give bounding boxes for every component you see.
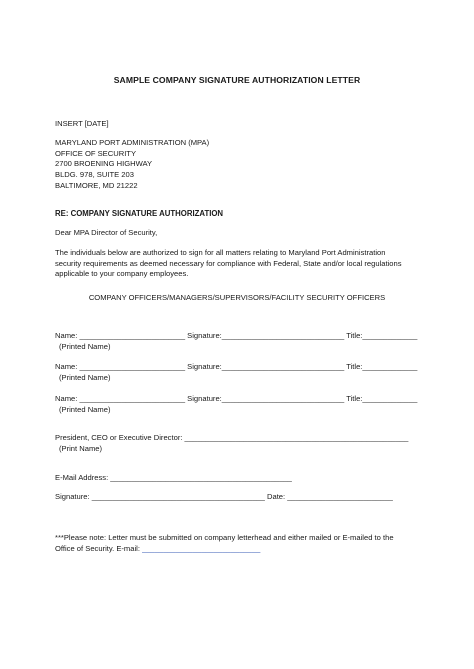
recipient-address (55, 138, 209, 191)
email-link[interactable]: ____________________________ (142, 543, 261, 553)
officer-fields[interactable]: Name: _________________________ Signature:_____________________________ Title:_____________ (55, 394, 418, 403)
president-row (55, 433, 408, 454)
document-title: SAMPLE COMPANY SIGNATURE AUTHORIZATION LETTER (113, 75, 361, 85)
subject-line: RE: COMPANY SIGNATURE AUTHORIZATION (55, 209, 224, 218)
date-placeholder: INSERT [DATE] (55, 119, 109, 128)
note-line: ***Please note: Letter must be submitted on company letterhead and either mailed or E-mailed to the (55, 533, 394, 542)
address-line: MARYLAND PORT ADMINISTRATION (MPA) (55, 138, 210, 147)
president-field[interactable]: President, CEO or Executive Director: _____________________________________________________ (55, 433, 409, 442)
body-line: The individuals below are authorized to sign for all matters relating to Maryland Port Administration (55, 248, 386, 257)
salutation: Dear MPA Director of Security, (55, 228, 158, 237)
address-line: BALTIMORE, MD 21222 (55, 180, 138, 190)
officer-fields[interactable]: Name: _________________________ Signature:_____________________________ Title:_____________ (55, 331, 418, 340)
body-paragraph (55, 248, 430, 280)
print-name-caption: (Print Name) (59, 443, 103, 453)
officer-row-2 (55, 362, 417, 383)
signature-date-fields[interactable]: Signature: _________________________________________ Date: _________________________ (55, 492, 393, 501)
printed-name-caption: (Printed Name) (59, 372, 111, 382)
body-line: applicable to your company employees. (55, 269, 189, 279)
officer-row-1 (55, 331, 417, 352)
printed-name-caption: (Printed Name) (59, 341, 111, 351)
officer-row-3 (55, 394, 417, 415)
body-line: security requirements as deemed necessary for compliance with Federal, State and/or local regulations (55, 258, 402, 268)
address-line: OFFICE OF SECURITY (55, 148, 137, 158)
section-heading: COMPANY OFFICERS/MANAGERS/SUPERVISORS/FACILITY SECURITY OFFICERS (88, 293, 386, 302)
email-field[interactable]: E-Mail Address: ___________________________________________ (55, 473, 292, 482)
printed-name-caption: (Printed Name) (59, 404, 111, 414)
note-email-label: Office of Security. E-mail: (55, 543, 143, 553)
officer-fields[interactable]: Name: _________________________ Signature:_____________________________ Title:_____________ (55, 362, 418, 371)
address-line: BLDG. 978, SUITE 203 (55, 170, 134, 180)
note-line (55, 544, 430, 555)
address-line: 2700 BROENING HIGHWAY (55, 159, 153, 169)
submission-note (55, 533, 430, 554)
